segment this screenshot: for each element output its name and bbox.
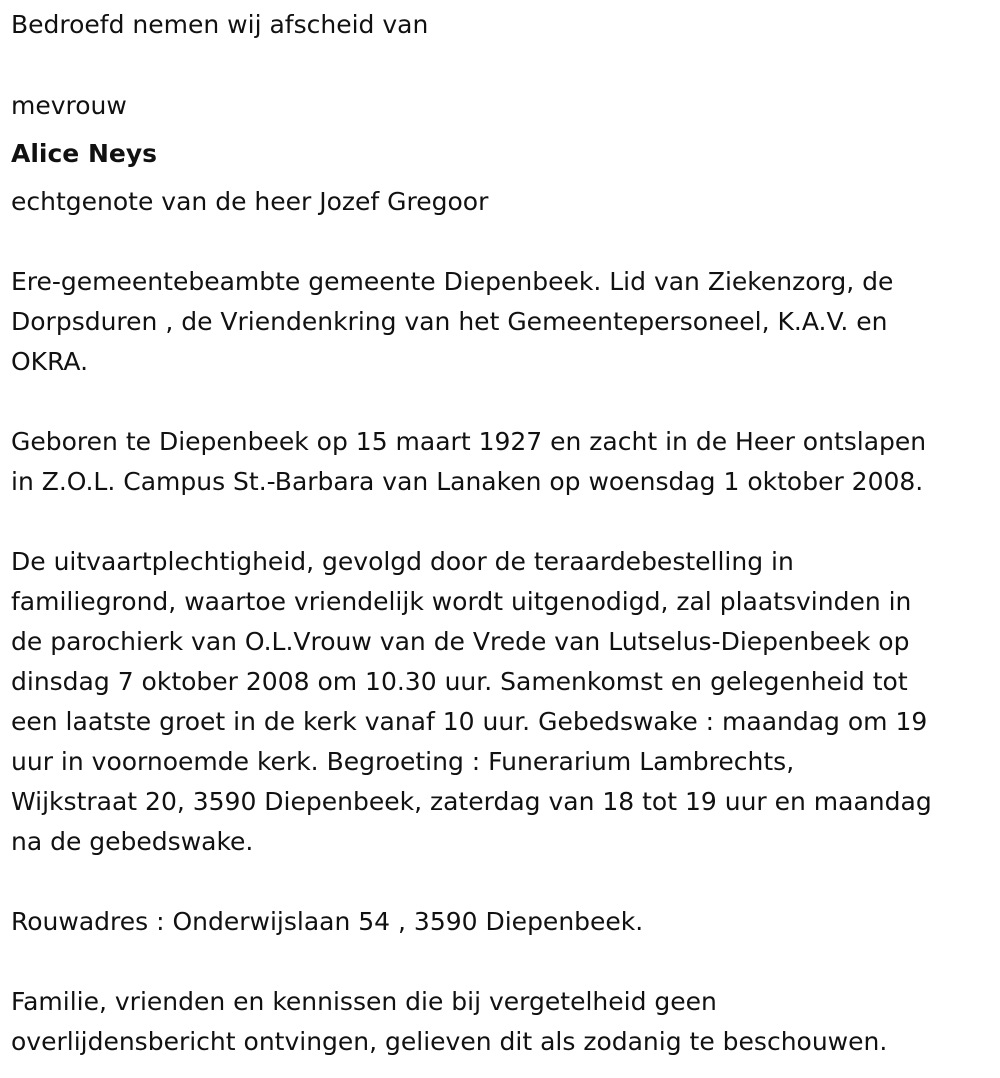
text-line: Geboren te Diepenbeek op 15 maart 1927 en zacht in de Heer ontslapen — [11, 427, 927, 456]
paragraph-birth-death — [11, 422, 991, 502]
paragraph-funeral — [11, 542, 991, 862]
text-line: Familie, vrienden en kennissen die bij vergetelheid geen — [11, 987, 717, 1016]
text-line: uur in voornoemde kerk. Begroeting : Funerarium Lambrechts, — [11, 747, 795, 776]
intro-line: Bedroefd nemen wij afscheid van — [11, 10, 429, 39]
text-line: de parochierk van O.L.Vrouw van de Vrede van Lutselus-Diepenbeek op — [11, 627, 910, 656]
text-line: OKRA. — [11, 347, 89, 376]
text-line: een laatste groet in de kerk vanaf 10 uur. Gebedswake : maandag om 19 — [11, 707, 928, 736]
spouse-line: echtgenote van de heer Jozef Gregoor — [11, 187, 489, 216]
text-line: overlijdensbericht ontvingen, gelieven dit als zodanig te beschouwen. — [11, 1027, 888, 1056]
honorific: mevrouw — [11, 91, 127, 120]
text-line: na de gebedswake. — [11, 827, 254, 856]
paragraph-closing — [11, 982, 991, 1062]
paragraph-memberships — [11, 262, 991, 382]
paragraph-address — [11, 902, 991, 942]
text-line: De uitvaartplechtigheid, gevolgd door de teraardebestelling in — [11, 547, 794, 576]
text-line: dinsdag 7 oktober 2008 om 10.30 uur. Samenkomst en gelegenheid tot — [11, 667, 908, 696]
text-line: Ere-gemeentebeambte gemeente Diepenbeek. Lid van Ziekenzorg, de — [11, 267, 894, 296]
text-line: in Z.O.L. Campus St.-Barbara van Lanaken op woensdag 1 oktober 2008. — [11, 467, 924, 496]
text-line: Dorpsduren , de Vriendenkring van het Gemeentepersoneel, K.A.V. en — [11, 307, 888, 336]
text-line: familiegrond, waartoe vriendelijk wordt uitgenodigd, zal plaatsvinden in — [11, 587, 912, 616]
text-line: Wijkstraat 20, 3590 Diepenbeek, zaterdag van 18 tot 19 uur en maandag — [11, 787, 932, 816]
deceased-name: Alice Neys — [11, 139, 158, 168]
text-line: Rouwadres : Onderwijslaan 54 , 3590 Diepenbeek. — [11, 907, 644, 936]
